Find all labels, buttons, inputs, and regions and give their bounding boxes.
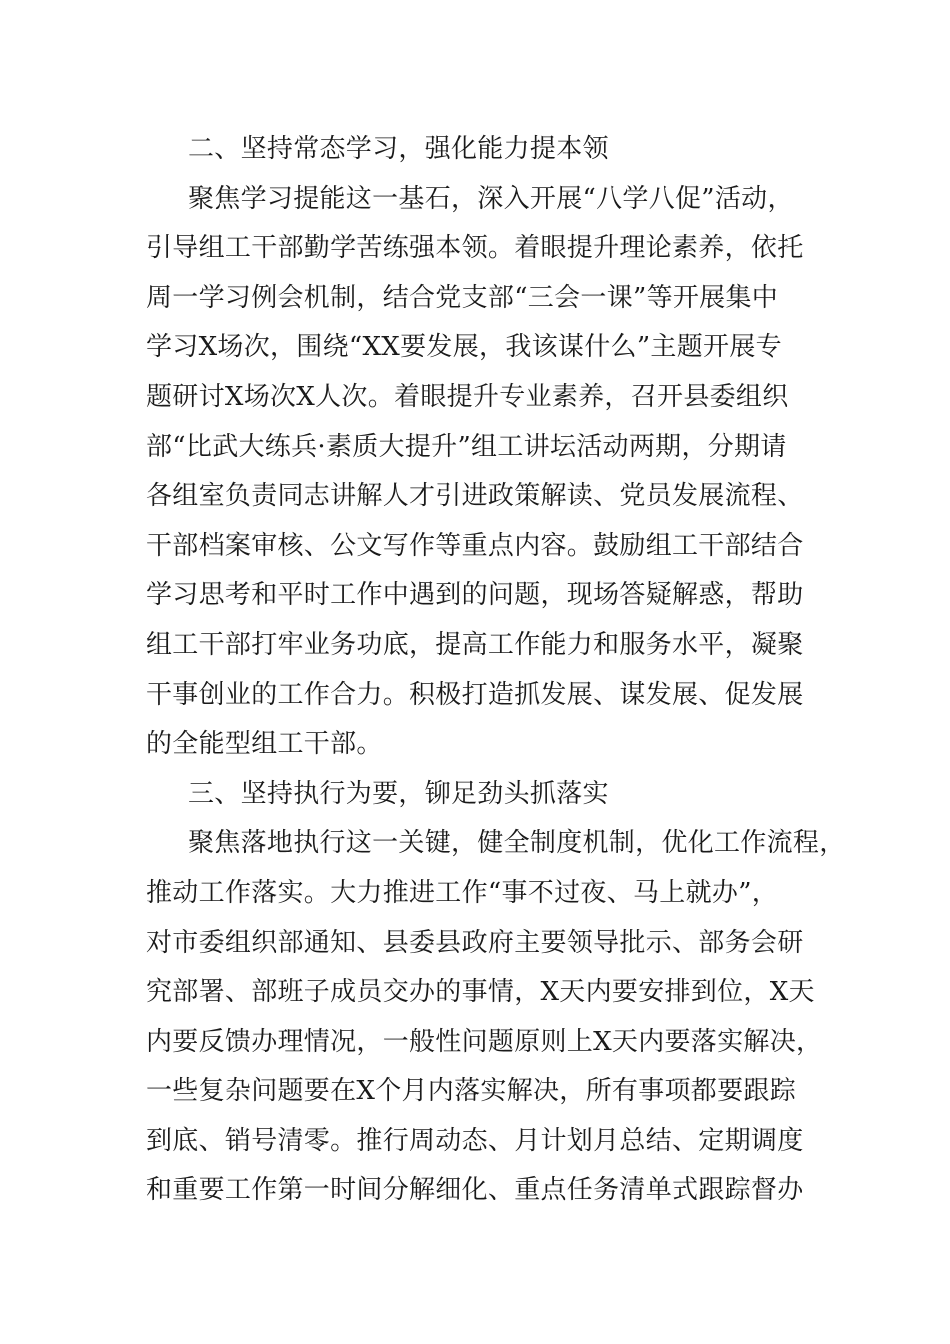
section-heading: 二、坚持常态学习，强化能力提本领 <box>188 134 609 164</box>
paragraph-line: 周一学习例会机制，结合党支部“三会一课”等开展集中 <box>146 282 779 313</box>
paragraph-line: 学习思考和平时工作中遇到的问题，现场答疑解惑，帮助 <box>146 580 804 611</box>
paragraph-line: 干事创业的工作合力。积极打造抓发展、谋发展、促发展 <box>146 679 804 710</box>
paragraph-line: 聚焦学习提能这一基石，深入开展“八学八促”活动， <box>188 183 794 214</box>
paragraph-line: 究部署、部班子成员交办的事情，X天内要安排到位，X天 <box>146 977 815 1008</box>
paragraph-line: 引导组工干部勤学苦练强本领。着眼提升理论素养，依托 <box>146 233 804 264</box>
document-body <box>146 125 846 1216</box>
paragraph-line: 各组室负责同志讲解人才引进政策解读、党员发展流程、 <box>146 481 804 512</box>
section-heading: 三、坚持执行为要，铆足劲头抓落实 <box>188 778 609 809</box>
paragraph-line: 组工干部打牢业务功底，提高工作能力和服务水平，凝聚 <box>146 629 804 660</box>
paragraph-line: 聚焦落地执行这一关键，健全制度机制，优化工作流程， <box>188 828 846 859</box>
paragraph-line: 一些复杂问题要在X个月内落实解决，所有事项都要跟踪 <box>146 1076 797 1107</box>
paragraph-line: 到底、销号清零。推行周动态、月计划月总结、定期调度 <box>146 1125 804 1156</box>
paragraph-line: 内要反馈办理情况，一般性问题原则上X天内要落实解决， <box>146 1026 823 1057</box>
paragraph-line: 对市委组织部通知、县委县政府主要领导批示、部务会研 <box>146 927 804 958</box>
paragraph-line: 和重要工作第一时间分解细化、重点任务清单式跟踪督办 <box>146 1175 804 1206</box>
paragraph-line: 学习X场次，围绕“XX要发展，我该谋什么”主题开展专 <box>146 332 782 363</box>
paragraph-line: 推动工作落实。大力推进工作“事不过夜、马上就办”， <box>146 877 779 908</box>
paragraph-line: 题研讨X场次X人次。着眼提升专业素养，召开县委组织 <box>146 381 789 412</box>
paragraph-line: 的全能型组工干部。 <box>146 729 383 760</box>
paragraph-line: 干部档案审核、公文写作等重点内容。鼓励组工干部结合 <box>146 530 804 561</box>
paragraph-line: 部“比武大练兵·素质大提升”组工讲坛活动两期，分期请 <box>146 431 787 462</box>
